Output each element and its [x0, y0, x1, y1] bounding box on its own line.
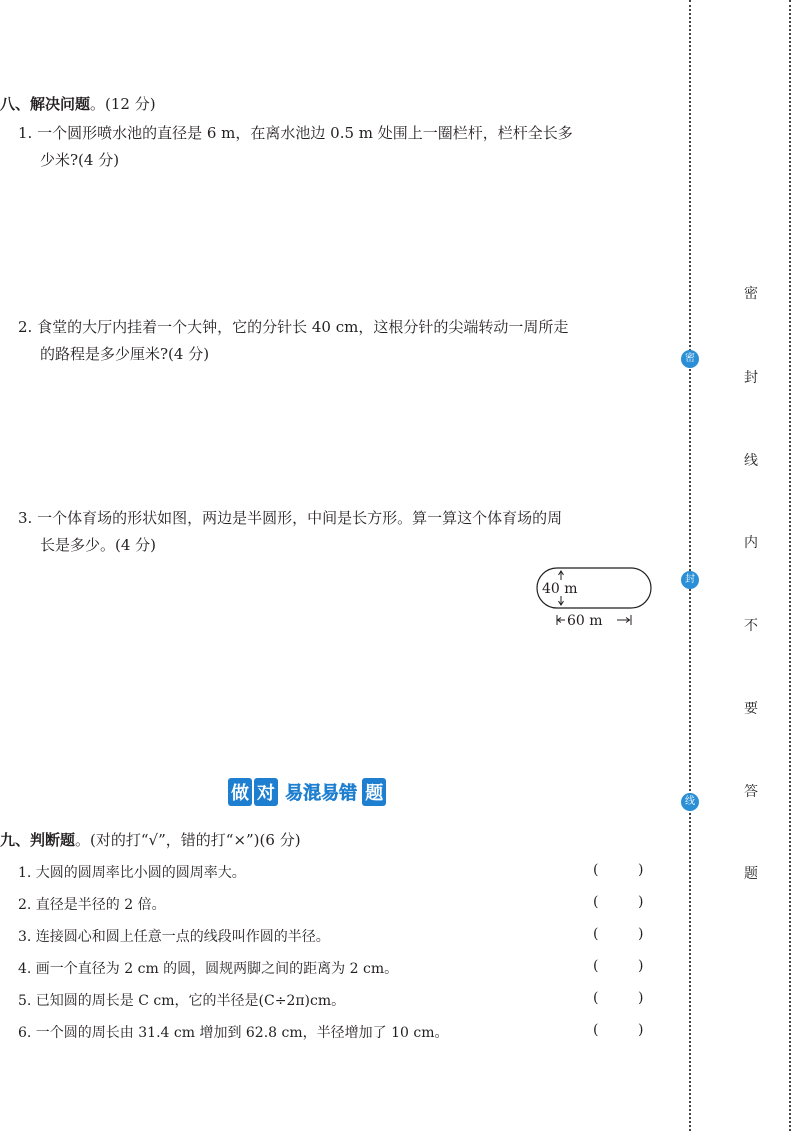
seal-text-char: 内 [744, 535, 758, 551]
judge-item: 4. 画一个直径为 2 cm 的圆，圆规两脚之间的距离为 2 cm。 ( ) [18, 958, 644, 977]
stadium-figure [533, 566, 655, 632]
question-8-3-line1: 3. 一个体育场的形状如图，两边是半圆形，中间是长方形。算一算这个体育场的周 [18, 509, 563, 527]
judge-item-text: 1. 大圆的圆周率比小圆的圆周率大。 [18, 865, 246, 881]
seal-text-char: 线 [744, 453, 758, 469]
judge-item: 3. 连接圆心和圆上任意一点的线段叫作圆的半径。 ( ) [18, 926, 644, 945]
seal-text-char: 密 [744, 286, 758, 302]
judge-item-text: 5. 已知圆的周长是 C cm，它的半径是(C÷2π)cm。 [18, 993, 346, 1009]
question-8-2-line1: 2. 食堂的大厅内挂着一个大钟，它的分针长 40 cm，这根分针的尖端转动一周所走 [18, 318, 569, 336]
seal-text-char: 要 [744, 701, 758, 717]
question-8-2-line2: 的路程是多少厘米?(4 分) [40, 345, 210, 363]
seal-line-outer [789, 0, 791, 1131]
section-8-number: 八、 [0, 95, 31, 113]
seal-text-char: 题 [744, 866, 758, 882]
question-8-3 [18, 505, 668, 559]
error-prone-banner [228, 778, 388, 806]
judge-item-text: 4. 画一个直径为 2 cm 的圆，圆规两脚之间的距离为 2 cm。 [18, 961, 399, 977]
section-8-title [0, 93, 156, 114]
section-9-instructions: 。(对的打“√”，错的打“×”)(6 分) [75, 831, 301, 849]
section-9-title [0, 829, 301, 850]
seal-badge-mi: 密 [681, 350, 699, 368]
seal-text-char: 不 [744, 618, 758, 634]
seal-text-char: 封 [744, 370, 758, 386]
banner-text: 易混易错 [285, 783, 358, 804]
height-label: 40 m [542, 581, 578, 597]
question-8-1 [18, 120, 668, 174]
question-8-2 [18, 314, 668, 368]
judge-item: 5. 已知圆的周长是 C cm，它的半径是(C÷2π)cm。 ( ) [18, 990, 644, 1009]
banner-box-3: 题 [362, 778, 386, 806]
judge-item-text: 6. 一个圆的周长由 31.4 cm 增加到 62.8 cm，半径增加了 10 cm。 [18, 1025, 449, 1041]
section-9-heading: 判断题 [30, 831, 76, 849]
judge-item: 6. 一个圆的周长由 31.4 cm 增加到 62.8 cm，半径增加了 10 cm。 ( ) [18, 1022, 644, 1041]
question-8-1-line1: 1. 一个圆形喷水池的直径是 6 m，在离水池边 0.5 m 处围上一圈栏杆，栏杆全长多 [18, 124, 573, 142]
judge-item: 1. 大圆的圆周率比小圆的圆周率大。 ( ) [18, 862, 644, 881]
length-label: 60 m [567, 613, 603, 629]
seal-line-inner [689, 0, 691, 1131]
seal-badge-xian: 线 [681, 793, 699, 811]
seal-text-char: 答 [744, 784, 758, 800]
judge-item-text: 2. 直径是半径的 2 倍。 [18, 897, 166, 913]
banner-box-1: 做 [228, 778, 252, 806]
question-8-1-line2: 少米?(4 分) [40, 151, 120, 169]
seal-badge-feng: 封 [681, 571, 699, 589]
banner-box-2: 对 [254, 778, 278, 806]
section-9-number: 九、 [0, 831, 31, 849]
section-8-heading: 解决问题 [30, 95, 91, 113]
judge-item: 2. 直径是半径的 2 倍。 ( ) [18, 894, 644, 913]
judge-item-text: 3. 连接圆心和圆上任意一点的线段叫作圆的半径。 [18, 929, 330, 945]
section-8-score: 。(12 分) [90, 95, 156, 113]
question-8-3-line2: 长是多少。(4 分) [40, 536, 157, 554]
